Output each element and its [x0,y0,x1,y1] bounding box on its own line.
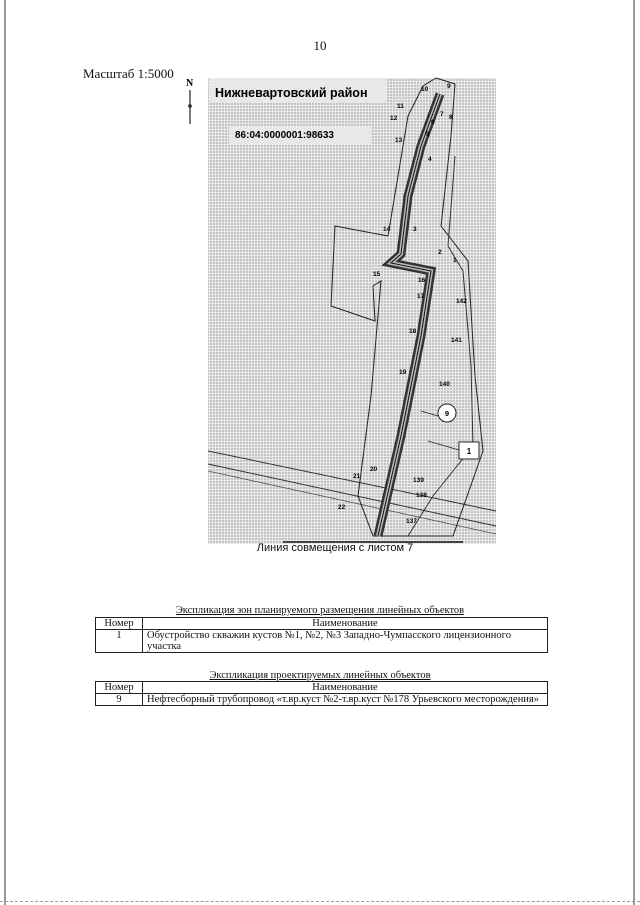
svg-text:20: 20 [370,466,378,473]
svg-text:15: 15 [373,271,381,278]
svg-text:141: 141 [451,337,462,344]
page-number: 10 [313,38,327,53]
svg-text:14: 14 [383,226,391,233]
row-name: Обустройство скважин кустов №1, №2, №3 Западно-Чумпасского лицензионного участка [143,630,548,653]
svg-text:3: 3 [413,226,417,233]
svg-text:22: 22 [338,504,346,511]
cadastral-map [183,76,498,546]
svg-text:12: 12 [390,115,398,122]
header-number: Номер [96,618,143,630]
scale-label: Масштаб 1:5000 [83,66,174,81]
svg-text:6: 6 [431,119,435,126]
parcel-hatch [208,78,496,544]
zone-marker-label: 1 [466,447,472,456]
svg-text:2: 2 [438,249,442,256]
svg-text:137: 137 [406,518,417,525]
svg-text:142: 142 [456,298,467,305]
table-row [96,694,548,706]
svg-text:8: 8 [449,114,453,121]
zones-table [95,617,548,653]
svg-text:140: 140 [439,381,450,388]
svg-text:19: 19 [399,369,407,376]
svg-text:7: 7 [440,111,444,118]
page-bottom-edge [0,901,640,903]
row-name: Нефтесборный трубопровод «т.вр.куст №2-т.вр.куст №178 Урьевского месторождения» [143,694,548,706]
svg-text:9: 9 [447,83,451,90]
header-name: Наименование [143,682,548,694]
objects-table [95,681,548,706]
svg-text:17: 17 [417,293,425,300]
svg-text:11: 11 [397,103,404,110]
table-header-row [96,618,548,630]
row-number: 9 [96,694,143,706]
district-label: Нижневартовский район [215,86,368,100]
svg-text:138: 138 [416,492,427,499]
svg-text:139: 139 [413,477,424,484]
page-left-edge [4,0,6,905]
sheet-combination-caption: Линия совмещения с листом 7 [256,542,414,554]
table-row [96,630,548,653]
north-label: N [186,78,194,89]
svg-text:1: 1 [453,257,457,264]
svg-text:18: 18 [409,328,417,335]
svg-text:4: 4 [428,156,432,163]
table1-caption: Экспликация зон планируемого размещения линейных объектов [175,605,465,616]
svg-text:10: 10 [421,86,429,93]
cadastral-number: 86:04:0000001:98633 [235,130,334,141]
svg-text:13: 13 [395,137,403,144]
table-header-row [96,682,548,694]
header-number: Номер [96,682,143,694]
page-right-edge [633,0,635,905]
table2-caption: Экспликация проектируемых линейных объектов [209,670,431,681]
object-marker-label: 9 [444,409,450,418]
svg-text:21: 21 [353,473,361,480]
svg-text:5: 5 [426,131,430,138]
row-number: 1 [96,630,143,653]
north-arrow-icon [186,78,194,124]
svg-text:16: 16 [418,277,426,284]
header-name: Наименование [143,618,548,630]
